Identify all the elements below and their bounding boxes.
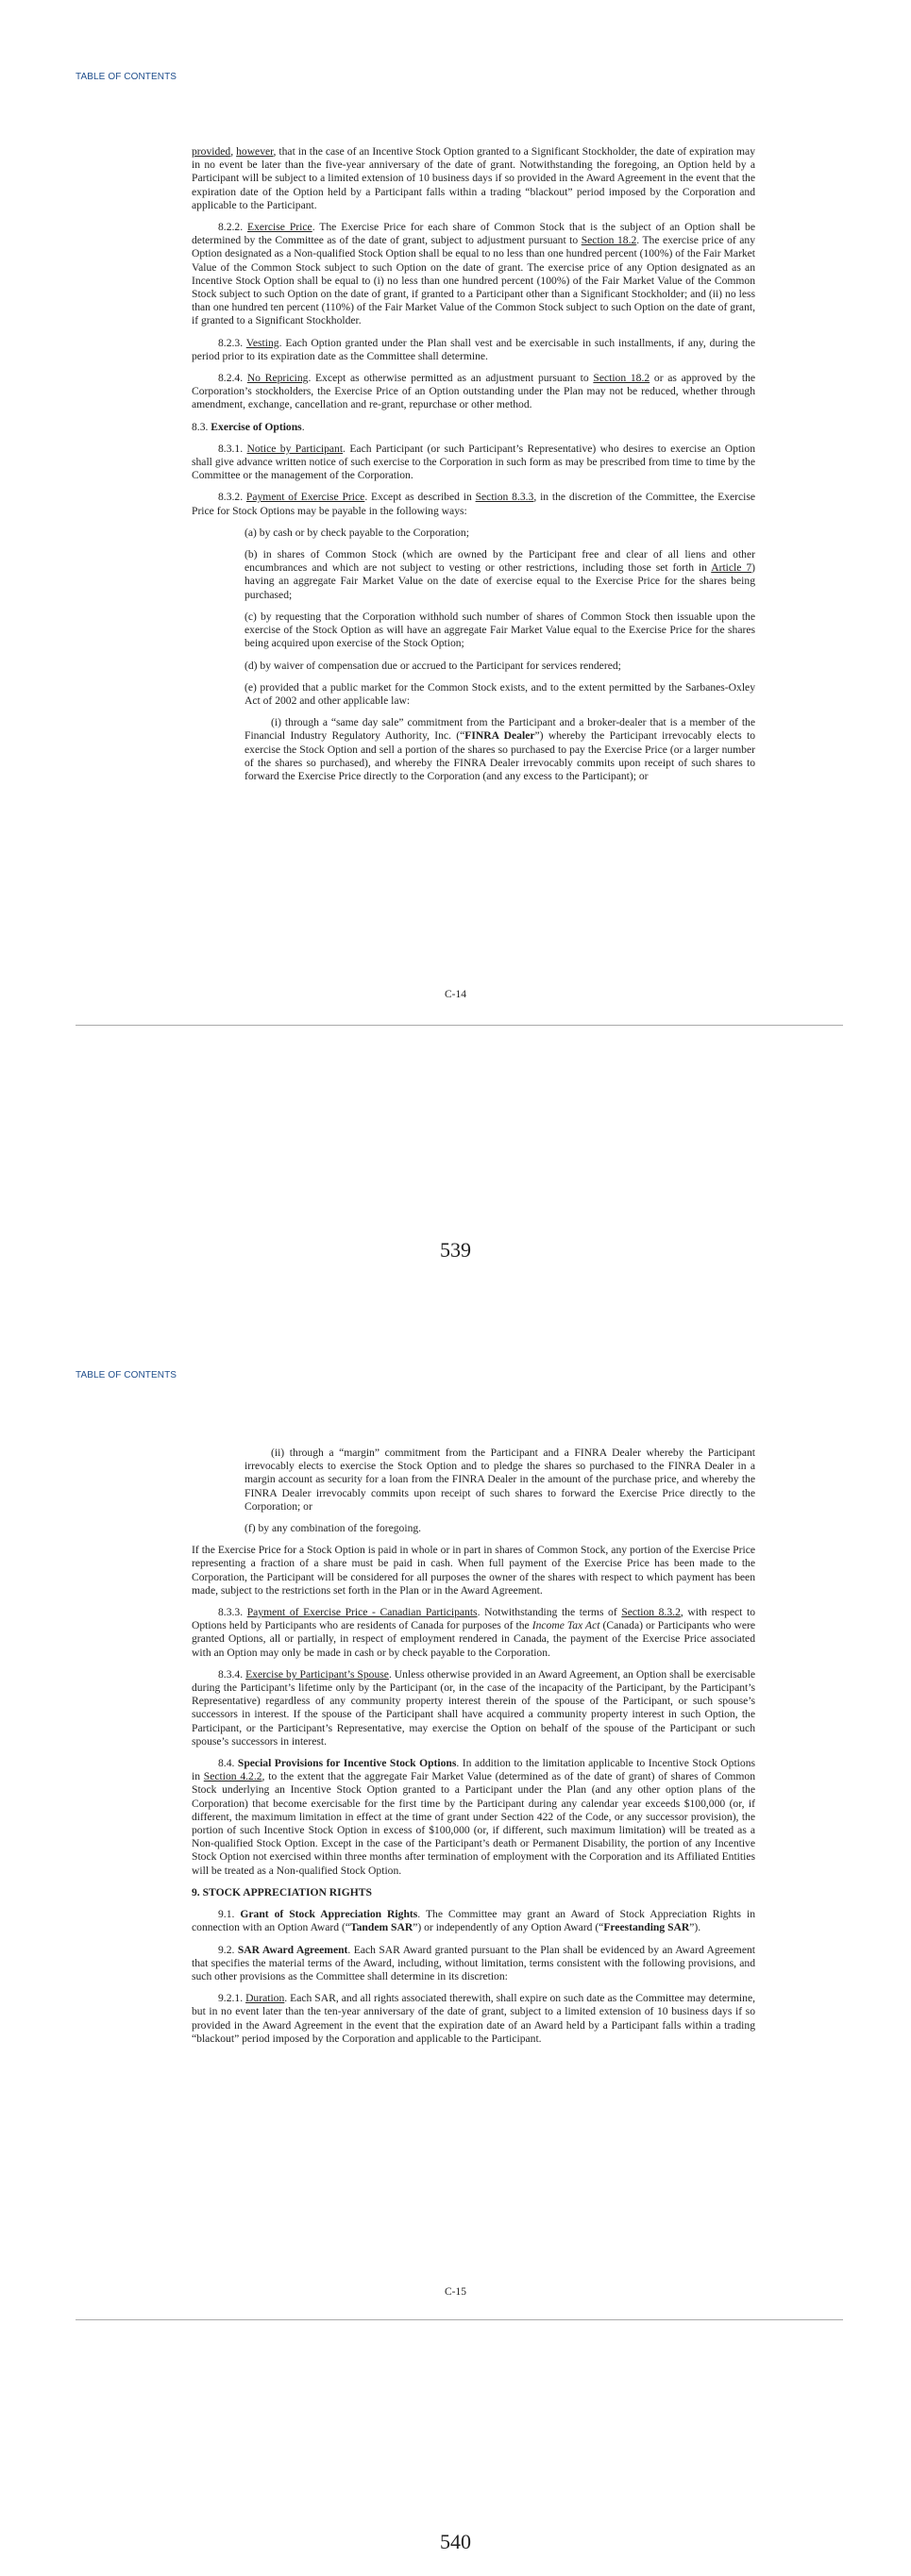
section-8-2-3: 8.2.3. Vesting. Each Option granted under the Plan shall vest and be exercisable in such installments, if any, during the period prior to its expiration date as the Committee shall determine. [192, 336, 755, 362]
section-8-4: 8.4. Special Provisions for Incentive Stock Options. In addition to the limitation applicable to Incentive Stock Options in Section 4.2.2, to the extent that the aggregate Fair Market Value (determined as of the date of grant) of shares of Common Stock underlying an Incentive Stock Option granted to a Participant under the Plan (and any other option plans of the Corporation) that become exercisable for the first time by the Participant during any calendar year exceeds $100,000 (or, if different, the maximum limitation in effect at the time of grant under Section 422 of the Code, or any successor provision), the portion of such Incentive Stock Option in excess of $100,000 (or, if different, such maximum limitation) will be treated as a Non-qualified Stock Option. Except in the case of the Participant’s death or Permanent Disability, the portion of any Incentive Stock Option not exercised within three months after termination of employment with the Corporation and its Affiliated Entities will be treated as a Non-qualified Stock Option. [192, 1757, 756, 1877]
page-label: C-14 [445, 989, 466, 1000]
fractional-share-paragraph: If the Exercise Price for a Stock Option is paid in whole or in part in shares of Common Stock, any portion of the Exercise Price representing a fraction of a share must be paid in cash. When full payment of the Exercise Price has been made to the Corporation, the Participant will be considered for all purposes the owner of the shares with respect to which payment has been made, subject to the restrictions set forth in the Plan or in the Award Agreement. [192, 1544, 755, 1597]
page-body [192, 145, 755, 792]
section-8-3-1: 8.3.1. Notice by Participant. Each Participant (or such Participant’s Representative) who desires to exercise an Option shall give advance written notice of such exercise to the Corporation in such form as may be prescribed from time to time by the Committee or the management of the Corporation. [192, 442, 755, 482]
payment-option-e-i: (i) through a “same day sale” commitment from the Participant and a broker-dealer that is a member of the Financial Industry Regulatory Authority, Inc. (“FINRA Dealer”) whereby the Participant irrevocably elects to exercise the Stock Option and sell a portion of the shares so purchased to pay the Exercise Price (or a larger number of the shares so purchased), and whereby the FINRA Dealer irrevocably commits upon receipt of such shares to forward the Exercise Price directly to the Corporation (and any excess to the Participant); or [245, 716, 755, 782]
table-of-contents-link[interactable]: TABLE OF CONTENTS [76, 72, 177, 82]
section-8-2-2: 8.2.2. Exercise Price. The Exercise Price for each share of Common Stock that is the subject of an Option shall be determined by the Committee as of the date of grant, subject to adjustment pursuant to Section 18.2. The exercise price of any Option designated as a Non-qualified Stock Option shall be equal to no less than one hundred percent (100%) of the Fair Market Value of the Common Stock subject to such Option on the date of grant. The exercise price of any Option designated as an Incentive Stock Option shall be equal to (i) no less than one hundred percent (100%) of the Fair Market Value of the Common Stock subject to such Option on the date of grant, if granted to a Participant other than a Significant Stockholder; and (ii) no less than one hundred ten percent (110%) of the Fair Market Value of the Common Stock subject to such Option on the date of grant, if granted to a Significant Stockholder. [192, 221, 756, 327]
section-8-2-4: 8.2.4. No Repricing. Except as otherwise permitted as an adjustment pursuant to Section 18.2 or as approved by the Corporation’s stockholders, the Exercise Price of an Option outstanding under the Plan may not be reduced, whether through amendment, exchange, cancellation and re-grant, repurchase or other method. [192, 372, 756, 411]
payment-option-e-ii: (ii) through a “margin” commitment from the Participant and a FINRA Dealer whereby the Participant irrevocably elects to exercise the Stock Option and to pledge the shares so purchased to the FINRA Dealer in a margin account as security for a loan from the FINRA Dealer in the amount of the purchase price, and whereby the FINRA Dealer irrevocably commits upon receipt of such shares to forward the Exercise Price directly to the Corporation; or [245, 1447, 755, 1513]
section-8-3-3: 8.3.3. Payment of Exercise Price - Canadian Participants. Notwithstanding the terms of Section 8.3.2, with respect to Options held by Participants who are residents of Canada for purposes of the Income Tax Act (Canada) or Participants who were granted Options, all or partially, in respect of employment rendered in Canada, the payment of the Exercise Price associated with an Option may only be made in cash or by check payable to the Corporation. [192, 1606, 756, 1659]
page-number: 540 [440, 2530, 471, 2553]
article-9-heading: 9. STOCK APPRECIATION RIGHTS [192, 1885, 372, 1899]
payment-option-e: (e) provided that a public market for the Common Stock exists, and to the extent permitted by the Sarbanes-Oxley Act of 2002 and other applicable law: [245, 680, 755, 707]
payment-option-a: (a) by cash or by check payable to the Corporation; [245, 526, 469, 539]
section-9-2-1: 9.2.1. Duration. Each SAR, and all rights associated therewith, shall expire on such date as the Committee may determine, but in no event later than the ten-year anniversary of the date of grant, subject to a limited extension of 10 business days if so provided in the Award Agreement in the event that the expiration date of an Award held by a Participant falls within a trading “blackout” period imposed by the Corporation and applicable to the Participant. [192, 1992, 755, 2045]
table-of-contents-link[interactable]: TABLE OF CONTENTS [76, 1370, 177, 1380]
section-9-2: 9.2. SAR Award Agreement. Each SAR Award granted pursuant to the Plan shall be evidenced by an Award Agreement that specifies the material terms of the Award, including, without limitation, terms consistent with the following provisions, and such other provisions as the Committee shall determine in its discretion: [192, 1943, 755, 1982]
payment-option-d: (d) by waiver of compensation due or accrued to the Participant for services rendered; [245, 659, 621, 672]
section-8-3-heading: 8.3. Exercise of Options. [192, 420, 305, 433]
payment-option-f: (f) by any combination of the foregoing. [245, 1522, 422, 1535]
section-8-3-4: 8.3.4. Exercise by Participant’s Spouse. Unless otherwise provided in an Award Agreement, an Option shall be exercisable during the Participant’s lifetime only by the Participant (or, in the case of the incapacity of the Participant, by the Participant’s Representative) regardless of any community property interest therein of the spouse of the Participant, or such spouse’s successors in interest. If the spouse of the Participant shall have acquired a community property interest in such Option, the Participant, or the Participant’s Representative, may exercise the Option on behalf of the spouse of the Participant or such spouse’s successors in interest. [192, 1667, 756, 1748]
section-8-3-2: 8.3.2. Payment of Exercise Price. Except as described in Section 8.3.3, in the discretion of the Committee, the Exercise Price for Stock Options may be payable in the following ways: [192, 491, 755, 517]
payment-option-b: (b) in shares of Common Stock (which are owned by the Participant free and clear of all liens and other encumbrances and which are not subject to vesting or other restrictions, including those set forth in Article 7) having an aggregate Fair Market Value on the date of exercise equal to the Exercise Price for the shares being purchased; [245, 548, 755, 601]
page-label: C-15 [445, 2286, 466, 2298]
paragraph-continuation: provided, however, that in the case of an Incentive Stock Option granted to a Significant Stockholder, the date of expiration may in no event be later than the five-year anniversary of the date of grant. Notwithstanding the foregoing, an Option held by a Participant will be subject to a limited extension of 10 business days if so provided in the Award Agreement in the event that the expiration date of the Option held by a Participant falls within a trading “blackout” period imposed by the Corporation and applicable to the Participant. [192, 145, 755, 211]
page-divider [76, 2319, 843, 2320]
document-page-540 [0, 1288, 911, 2576]
page-body [192, 1447, 755, 2054]
payment-option-c: (c) by requesting that the Corporation withhold such number of shares of Common Stock then issuable upon the exercise of the Stock Option as will have an aggregate Fair Market Value equal to the Exercise Price for the shares being acquired upon exercise of the Stock Option; [245, 610, 755, 650]
page-number: 539 [440, 1238, 471, 1262]
page-divider [76, 1025, 843, 1026]
section-9-1: 9.1. Grant of Stock Appreciation Rights. The Committee may grant an Award of Stock Appreciation Rights in connection with an Option Award (“Tandem SAR”) or independently of any Option Award (“Freestanding SAR”). [192, 1908, 755, 1934]
